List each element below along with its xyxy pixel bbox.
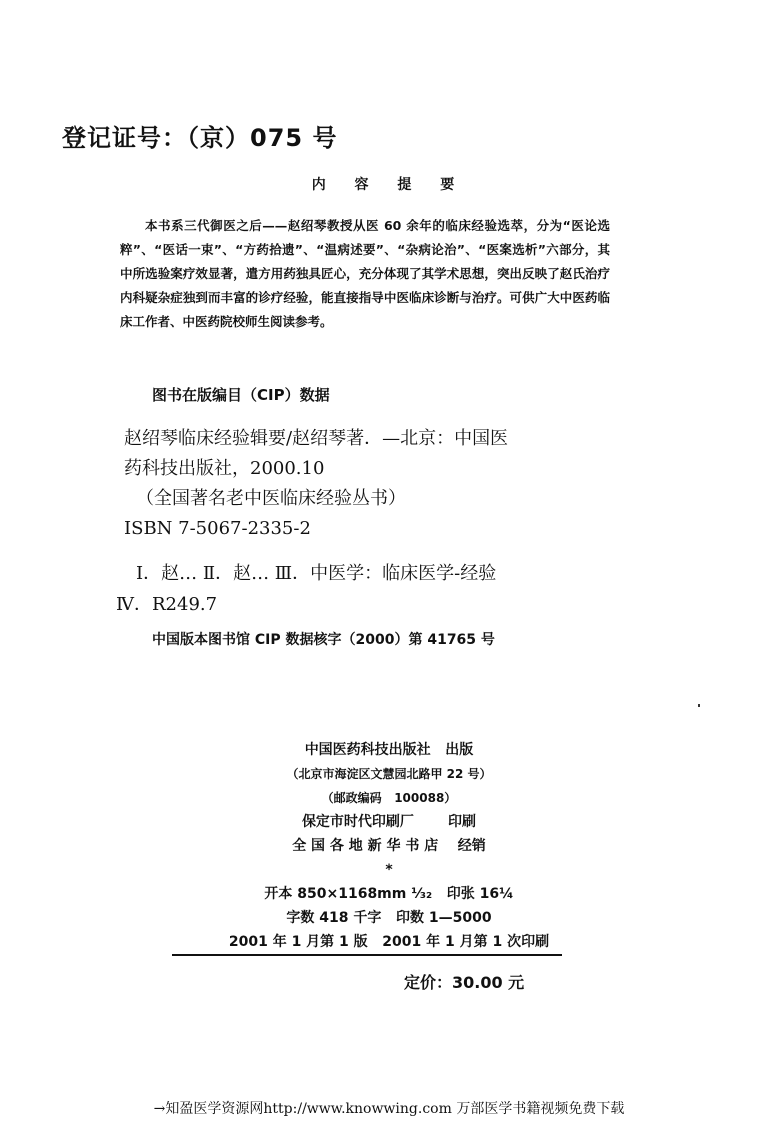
classification	[116, 558, 497, 620]
publication-info	[0, 738, 778, 954]
book-format: 开本 850×1168mm ⅟₃₂ 印张 16¼	[264, 886, 514, 902]
scan-speck	[698, 704, 700, 707]
edition-info: 2001 年 1 月第 1 版 2001 年 1 月第 1 次印刷	[228, 934, 550, 950]
cip-approval-number: 中国版本图书馆 CIP 数据核字（2000）第 41765 号	[152, 632, 495, 648]
cip-heading: 图书在版编目（CIP）数据	[152, 386, 330, 404]
separator-star: *	[385, 862, 393, 878]
price: 定价：30.00 元	[404, 973, 525, 992]
publisher-address: （北京市海淀区文慧园北路甲 22 号）	[286, 767, 492, 781]
summary-paragraph: 本书系三代御医之后——赵绍琴教授从医 60 余年的临床经验选萃，分为“医论选粹”、“医话一束”、“方药拾遗”、“温病述要”、“杂病论治”、“医案选析”六部分，其中所选验案疗效显著，遣方用药独具匠心，充分体现了其学术思想，突出反映了赵氏治疗内科疑杂症独到而丰富的诊疗经验，能直接指导中医临床诊断与治疗。可供广大中医药临床工作者、中医药院校师生阅读参考。	[120, 218, 610, 329]
divider-line	[172, 954, 562, 956]
footer-watermark-text: →知盈医学资源网http://www.knowwing.com 万部医学书籍视频免费下载	[153, 1101, 625, 1117]
summary-text	[120, 214, 610, 334]
cip-record	[124, 424, 614, 544]
printer: 保定市时代印刷厂 印刷	[301, 814, 477, 830]
classification-line-2: Ⅳ．R249.7	[116, 594, 218, 615]
cip-isbn: ISBN 7-5067-2335-2	[124, 518, 311, 539]
summary-title: 内 容 提 要	[311, 177, 467, 193]
distributor: 全 国 各 地 新 华 书 店 经销	[292, 838, 486, 854]
cip-title-line-2: 药科技出版社，2000.10	[124, 458, 325, 479]
cip-series: （全国著名老中医临床经验丛书）	[136, 488, 406, 509]
word-count: 字数 418 千字 印数 1—5000	[286, 910, 492, 926]
cip-title-line-1: 赵绍琴临床经验辑要/赵绍琴著．—北京：中国医	[124, 428, 509, 449]
registration-number: 登记证号：（京）075 号	[62, 124, 338, 152]
classification-line-1: Ⅰ．赵… Ⅱ．赵… Ⅲ．中医学：临床医学-经验	[136, 563, 497, 584]
postcode: （邮政编码 100088）	[321, 791, 457, 805]
publisher: 中国医药科技出版社 出版	[304, 742, 474, 758]
